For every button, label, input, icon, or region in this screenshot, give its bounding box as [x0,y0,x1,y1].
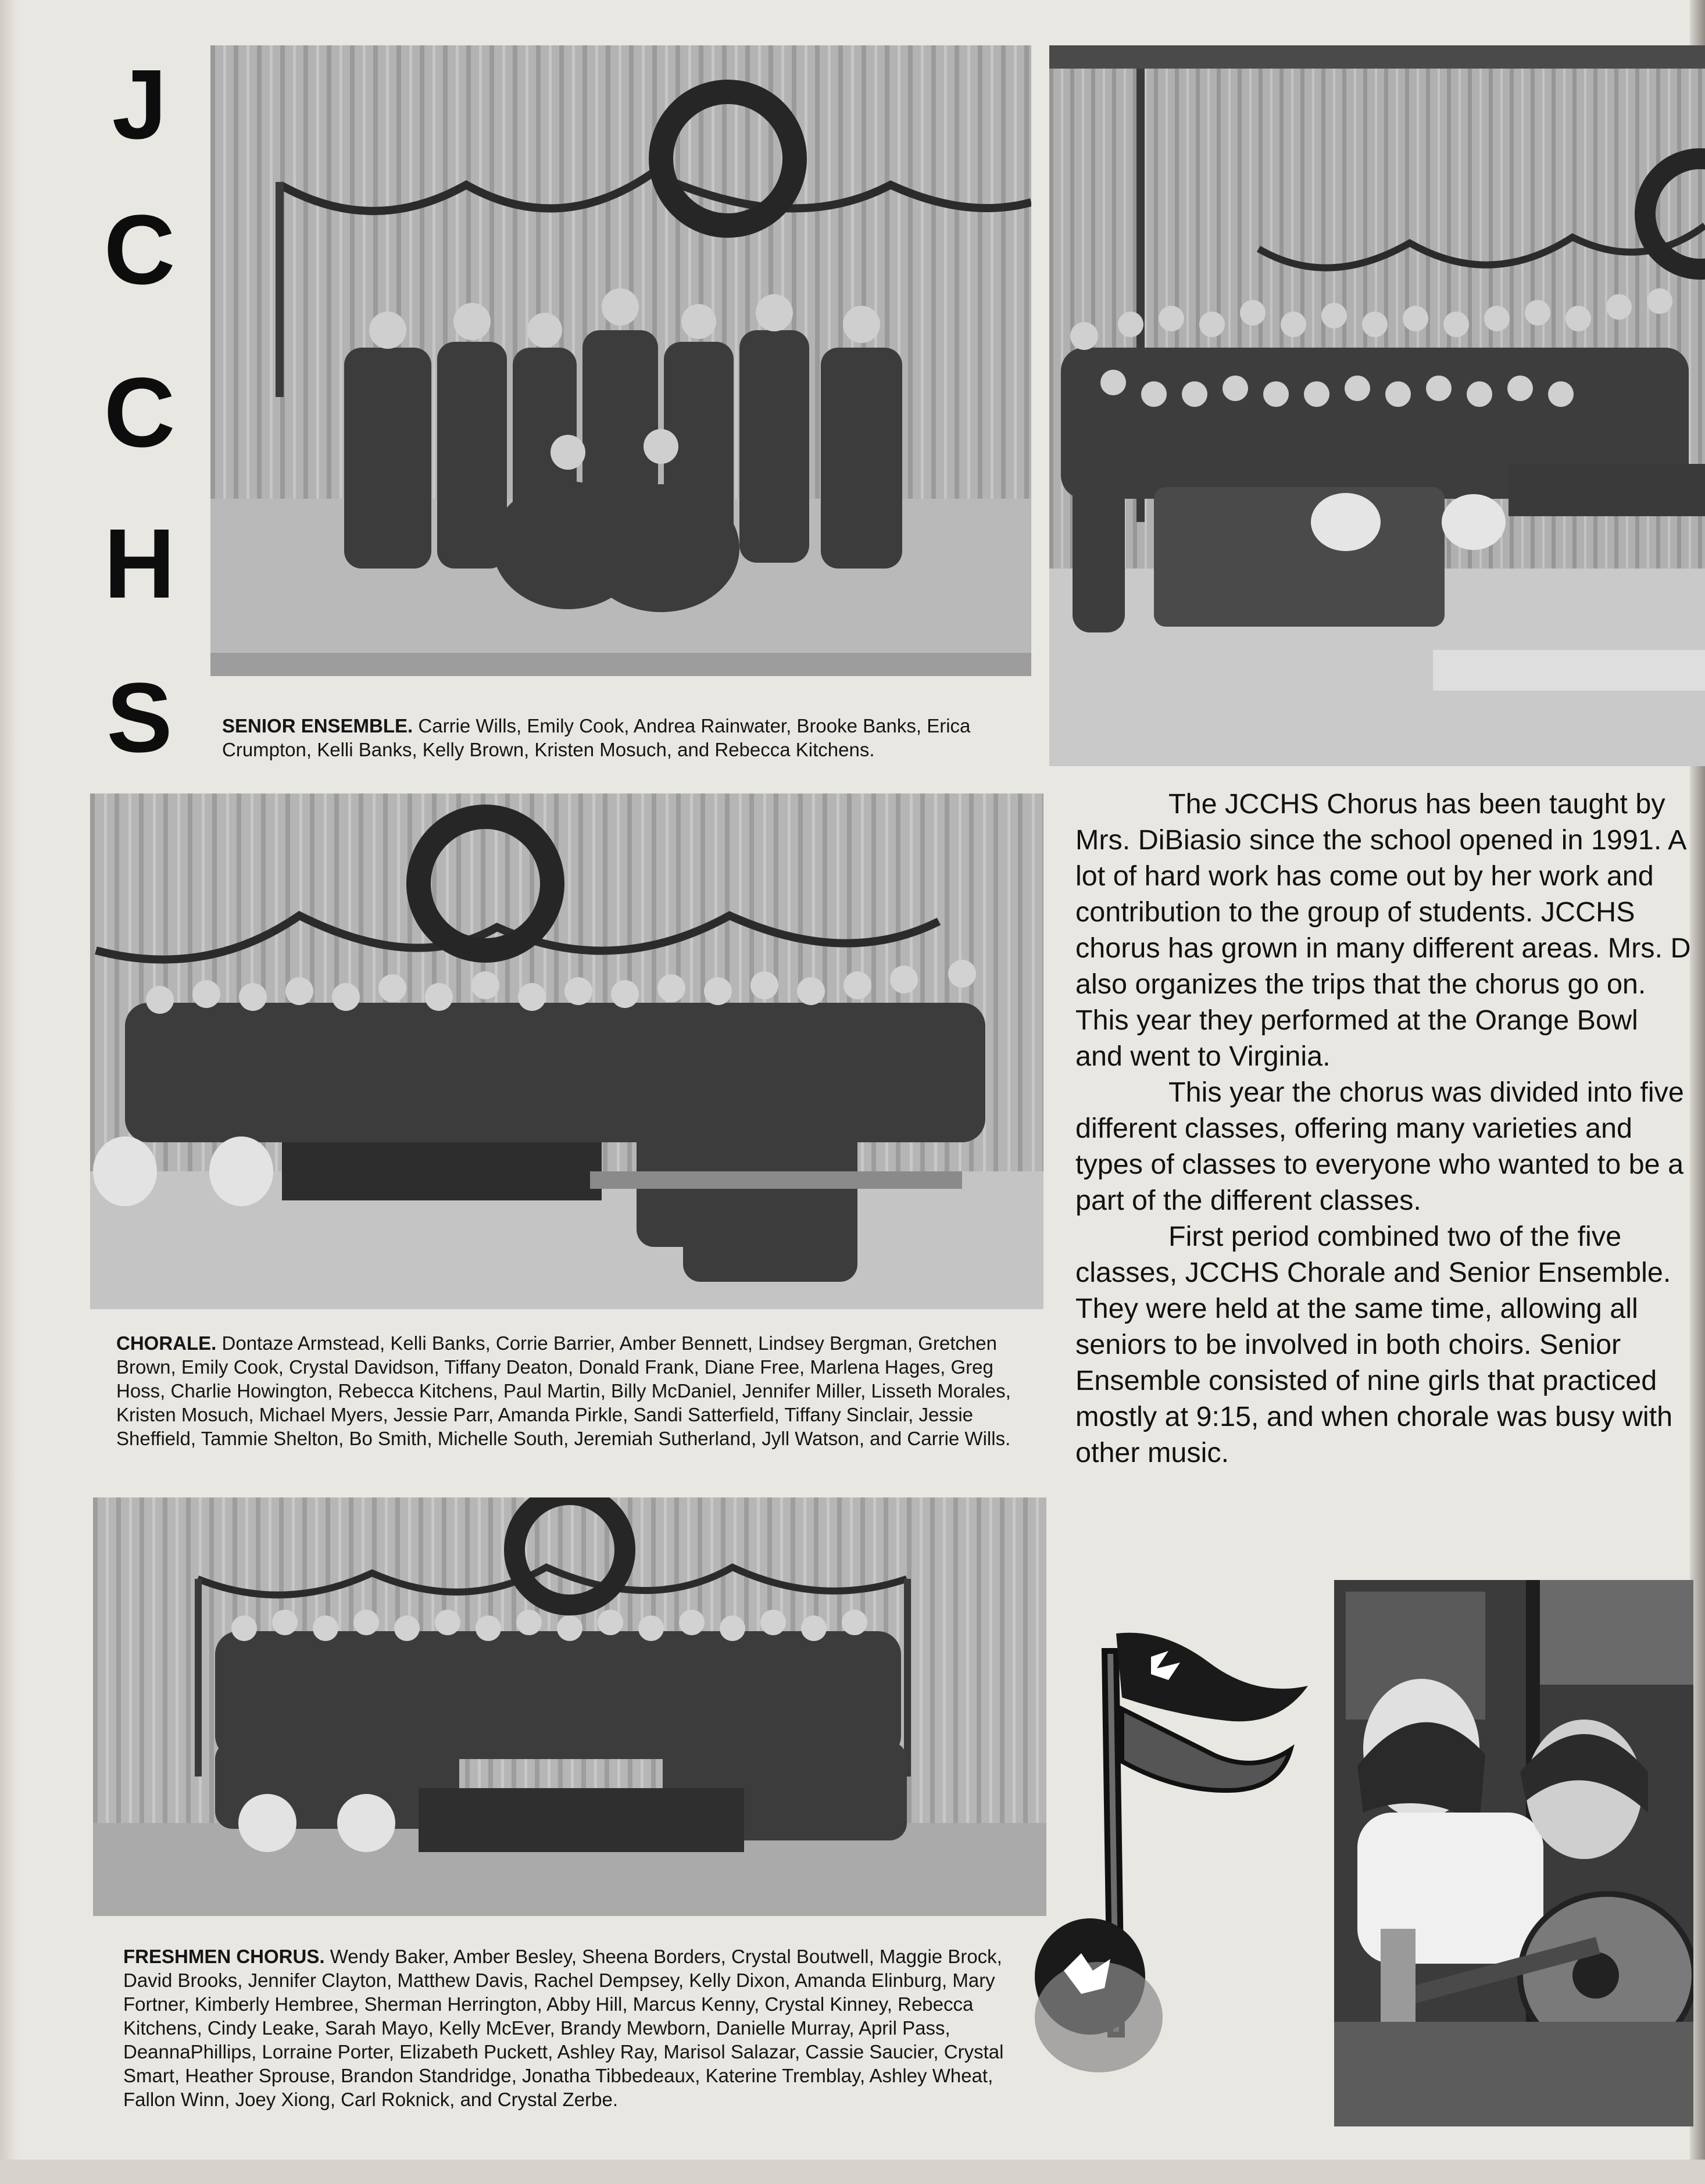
full-chorus-photo [1049,45,1705,766]
senior-ensemble-names: Carrie Wills, Emily Cook, Andrea Rainwater, Brooke Banks, Erica Crumpton, Kelli Banks, Kelly Brown, Kristen Mosuch, and Rebecca Kitchens. [222,715,971,760]
article-paragraph: The JCCHS Chorus has been taught by Mrs. DiBiasio since the school opened in 1991. A lot of hard work has come out by her work and contribution to the group of students. JCCHS chorus has grown in many different areas. Mrs. D also organizes the trips that the chorus go on. This year they performed at the Orange Bowl and went to Virginia. [1075,788,1691,1072]
article-paragraph: This year the chorus was divided into five different classes, offering many varieties and types of classes to everyone who wanted to be a part of the different classes. [1075,1077,1684,1216]
music-note-icon [1035,1616,1320,2081]
title-letter-c1: C [103,195,176,305]
title-letter-h: H [103,509,176,619]
chorale-photo [90,793,1043,1309]
senior-ensemble-caption [222,714,1024,762]
title-letter-c2: C [103,358,176,468]
chorale-names: Dontaze Armstead, Kelli Banks, Corrie Barrier, Amber Bennett, Lindsey Bergman, Gretchen Brown, Emily Cook, Crystal Davidson, Tiffany Deaton, Donald Frank, Diane Free, Marlena Hages, Greg Hoss, Charlie Howington, Rebecca Kitchens, Paul Martin, Billy McDaniel, Jennifer Miller, Lisseth Morales, Kristen Mosuch, Michael Myers, Jessie Parr, Amanda Pirkle, Sandi Satterfield, Tiffany Sinclair, Jessie Sheffield, Tammie Shelton, Bo Smith, Michelle South, Jeremiah Sutherland, Jyll Watson, and Carrie Wills. [116,1332,1011,1449]
page-edge-shadow [0,0,22,2184]
page-bottom-strip [0,2160,1705,2184]
freshmen-chorus-caption [123,1944,1027,2111]
title-letter-j: J [112,49,167,160]
article-paragraph: First period combined two of the five classes, JCCHS Chorale and Senior Ensemble. They were held at the same time, allowing all seniors to be involved in both choirs. Senior Ensemble consisted of nine girls that practiced mostly at 9:15, and when chorale was busy with other music. [1075,1221,1673,1468]
title-letter-s: S [106,663,173,773]
freshmen-chorus-heading: FRESHMEN CHORUS. [123,1946,325,1967]
senior-ensemble-photo [210,45,1031,676]
freshmen-chorus-names: Wendy Baker, Amber Besley, Sheena Borders, Crystal Boutwell, Maggie Brock, David Brooks, Jennifer Clayton, Matthew Davis, Rachel Dempsey, Kelly Dixon, Amanda Elinburg, Mary Fortner, Kimberly Hembree, Sherman Herrington, Abby Hill, Marcus Kenny, Crystal Kinney, Rebecca Kitchens, Cindy Leake, Sarah Mayo, Kelly McEver, Brandy Mewborn, Danielle Murray, April Pass, DeannaPhillips, Lorraine Porter, Elizabeth Puckett, Ashley Ray, Marisol Salazar, Cassie Saucier, Crystal Smart, Heather Sprouse, Brandon Standridge, Jonatha Tibbedeaux, Katerine Tremblay, Ashley Wheat, Fallon Winn, Joey Xiong, Carl Roknick, and Crystal Zerbe. [123,1946,1004,2110]
chorus-article [1075,786,1692,1471]
chorale-caption [116,1331,1023,1450]
senior-ensemble-heading: SENIOR ENSEMBLE. [222,715,413,737]
chorale-heading: CHORALE. [116,1332,217,1354]
students-guitar-photo [1334,1580,1693,2126]
freshmen-chorus-photo [93,1497,1046,1916]
